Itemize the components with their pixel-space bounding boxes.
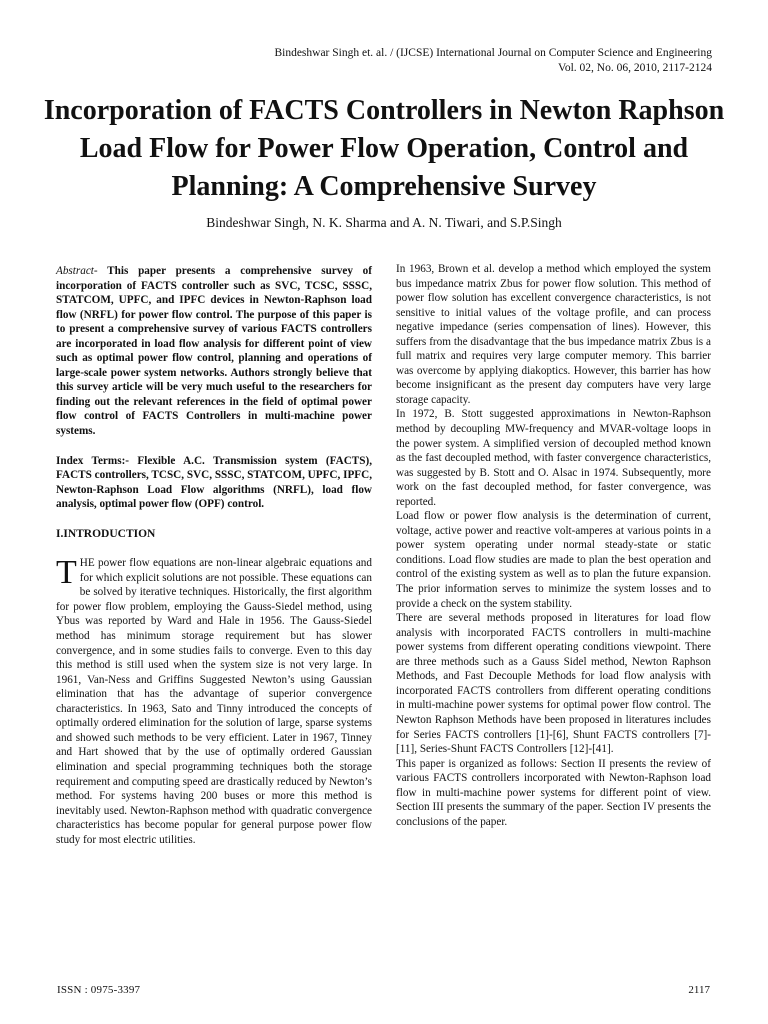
footer-page-number: 2117 bbox=[688, 984, 710, 996]
index-terms-text: Index Terms:- Flexible A.C. Transmission system (FACTS), FACTS controllers, TCSC, SVC, SSSC, STATCOM, UPFC, IPFC, Newton-Raphson Load Flow algorithms (NRFL), load flow analysis, optimal power flow (OPF) control. bbox=[56, 454, 372, 511]
left-column bbox=[56, 264, 372, 847]
abstract-label: Abstract- bbox=[56, 265, 98, 277]
introduction-text: HE power flow equations are non-linear algebraic equations and for which explicit solutions are not possible. These equations can be solved by iterative techniques. Historically, the first algorithm for power flow problem, employing the Gauss-Siedel method, using Ybus was reported by Ward and Hale in 1956. The Gauss-Siedel method has minimum storage requirement but has slower convergence, and in some studies fails to converge. Even to this day this method is still used when the system size is not very large. In 1961, Van-Ness and Griffins Suggested Newton’s using Gaussian elimination that has the advantage of superior convergence characteristics. In 1963, Sato and Tinny introduced the concepts of optimally ordered elimination for the solution of large, sparse systems and showed such methods to be very efficient. Later in 1967, Tinney and Hart showed that by the use of optimally ordered Gaussian elimination and special programming techniques both the storage requirement and computing speed are drastically reduced by Newton’s method. For systems having 200 buses or more this method is inevitably used. Newton-Raphson method with quadratic convergence characteristics has become popular for general purpose power flow study for most electric utilities. bbox=[56, 557, 372, 846]
drop-cap: T bbox=[56, 554, 77, 592]
index-terms bbox=[56, 454, 372, 512]
abstract-text: This paper presents a comprehensive survey of incorporation of FACTS controller such as SVC, TCSC, SSSC, STATCOM, UPFC, and IPFC devices in Newton-Raphson load flow (NRFL) for power flow control. The purpose of this paper is to present a comprehensive survey of various FACTS controllers are incorporated in load flow analysis for different point of view such as optimal power flow control, planning and operations of large-scale power system networks. Authors strongly believe that this survey article will be very much useful to the researchers for finding out the relevant references in the field of optimal power flow control of FACTS Controllers in multi-machine power systems. bbox=[56, 265, 372, 438]
introduction-paragraph bbox=[56, 556, 372, 847]
running-header-volume: Vol. 02, No. 06, 2010, 2117-2124 bbox=[558, 62, 712, 74]
paper-title: Incorporation of FACTS Controllers in Newton Raphson Load Flow for Power Flow Operation, Control and Planning: A Comprehensive Survey bbox=[43, 95, 725, 202]
paragraph-methods-overview: There are several methods proposed in literatures for load flow analysis with incorporated FACTS controllers in multi-machine power systems from different operating conditions viewpoint. There are three methods such as a Gauss Sidel method, Newton Raphson Methods, and Fast Decouple Methods for load flow analysis with incorporated FACTS controllers from different operating conditions in multi-machine power systems for optimal power flow control. The Newton Raphson Methods have been proposed in literatures includes for Series FACTS controllers [1]-[6], Shunt FACTS controllers [7]-[11], Series-Shunt FACTS Controllers [12]-[41]. bbox=[396, 612, 711, 756]
paragraph-brown-zbus: In 1963, Brown et al. develop a method which employed the system bus impedance matrix Zbus for power flow solution. This method of power flow solution has excellent convergence characteristics, is not sensitive to initial values of the voltage profile, and can process negative impedance (series compensation of lines). However, this suffers from the disadvantage that the bus impedance matrix Zbus is a full matrix and requires very large computer memory. This barrier was overcome by applying diakoptics. However, this barrier has how become insignificant as the present day computers have very large storage capacity. bbox=[396, 263, 711, 406]
paragraph-stott-decoupled: In 1972, B. Stott suggested approximations in Newton-Raphson method by decoupling MW-frequency and MVAR-voltage loops in the power system. A simplified version of decoupled method known as the fast decoupled method, with faster convergence characteristics, was suggested by B. Stott and O. Alsac in 1974. Subsequently, more work on the fast decoupled method, for faster convergence, was reported. bbox=[396, 408, 711, 508]
paragraph-load-flow-definition: Load flow or power flow analysis is the determination of current, voltage, active power and reactive volt-amperes at various points in a power system operating under normal steady-state or static conditions. Load flow studies are made to plan the best operation and control of the existing system as well as to plan the future expansion. The prior information serves to minimize the system losses and to provide a check on the system stability. bbox=[396, 510, 711, 610]
footer-issn: ISSN : 0975-3397 bbox=[57, 984, 141, 996]
running-header-journal: Bindeshwar Singh et. al. / (IJCSE) International Journal on Computer Science and Engineering bbox=[274, 47, 712, 59]
abstract bbox=[56, 264, 372, 439]
author-list: Bindeshwar Singh, N. K. Sharma and A. N. Tiwari, and S.P.Singh bbox=[206, 215, 562, 230]
paragraph-paper-organization: This paper is organized as follows: Section II presents the review of various FACTS controllers incorporated with Newton-Raphson load flow in multi-machine power systems for different point of view. Section III presents the summary of the paper. Section IV presents the conclusions of the paper. bbox=[396, 757, 711, 828]
section-heading-introduction: I.INTRODUCTION bbox=[56, 527, 156, 540]
right-column bbox=[396, 262, 711, 829]
